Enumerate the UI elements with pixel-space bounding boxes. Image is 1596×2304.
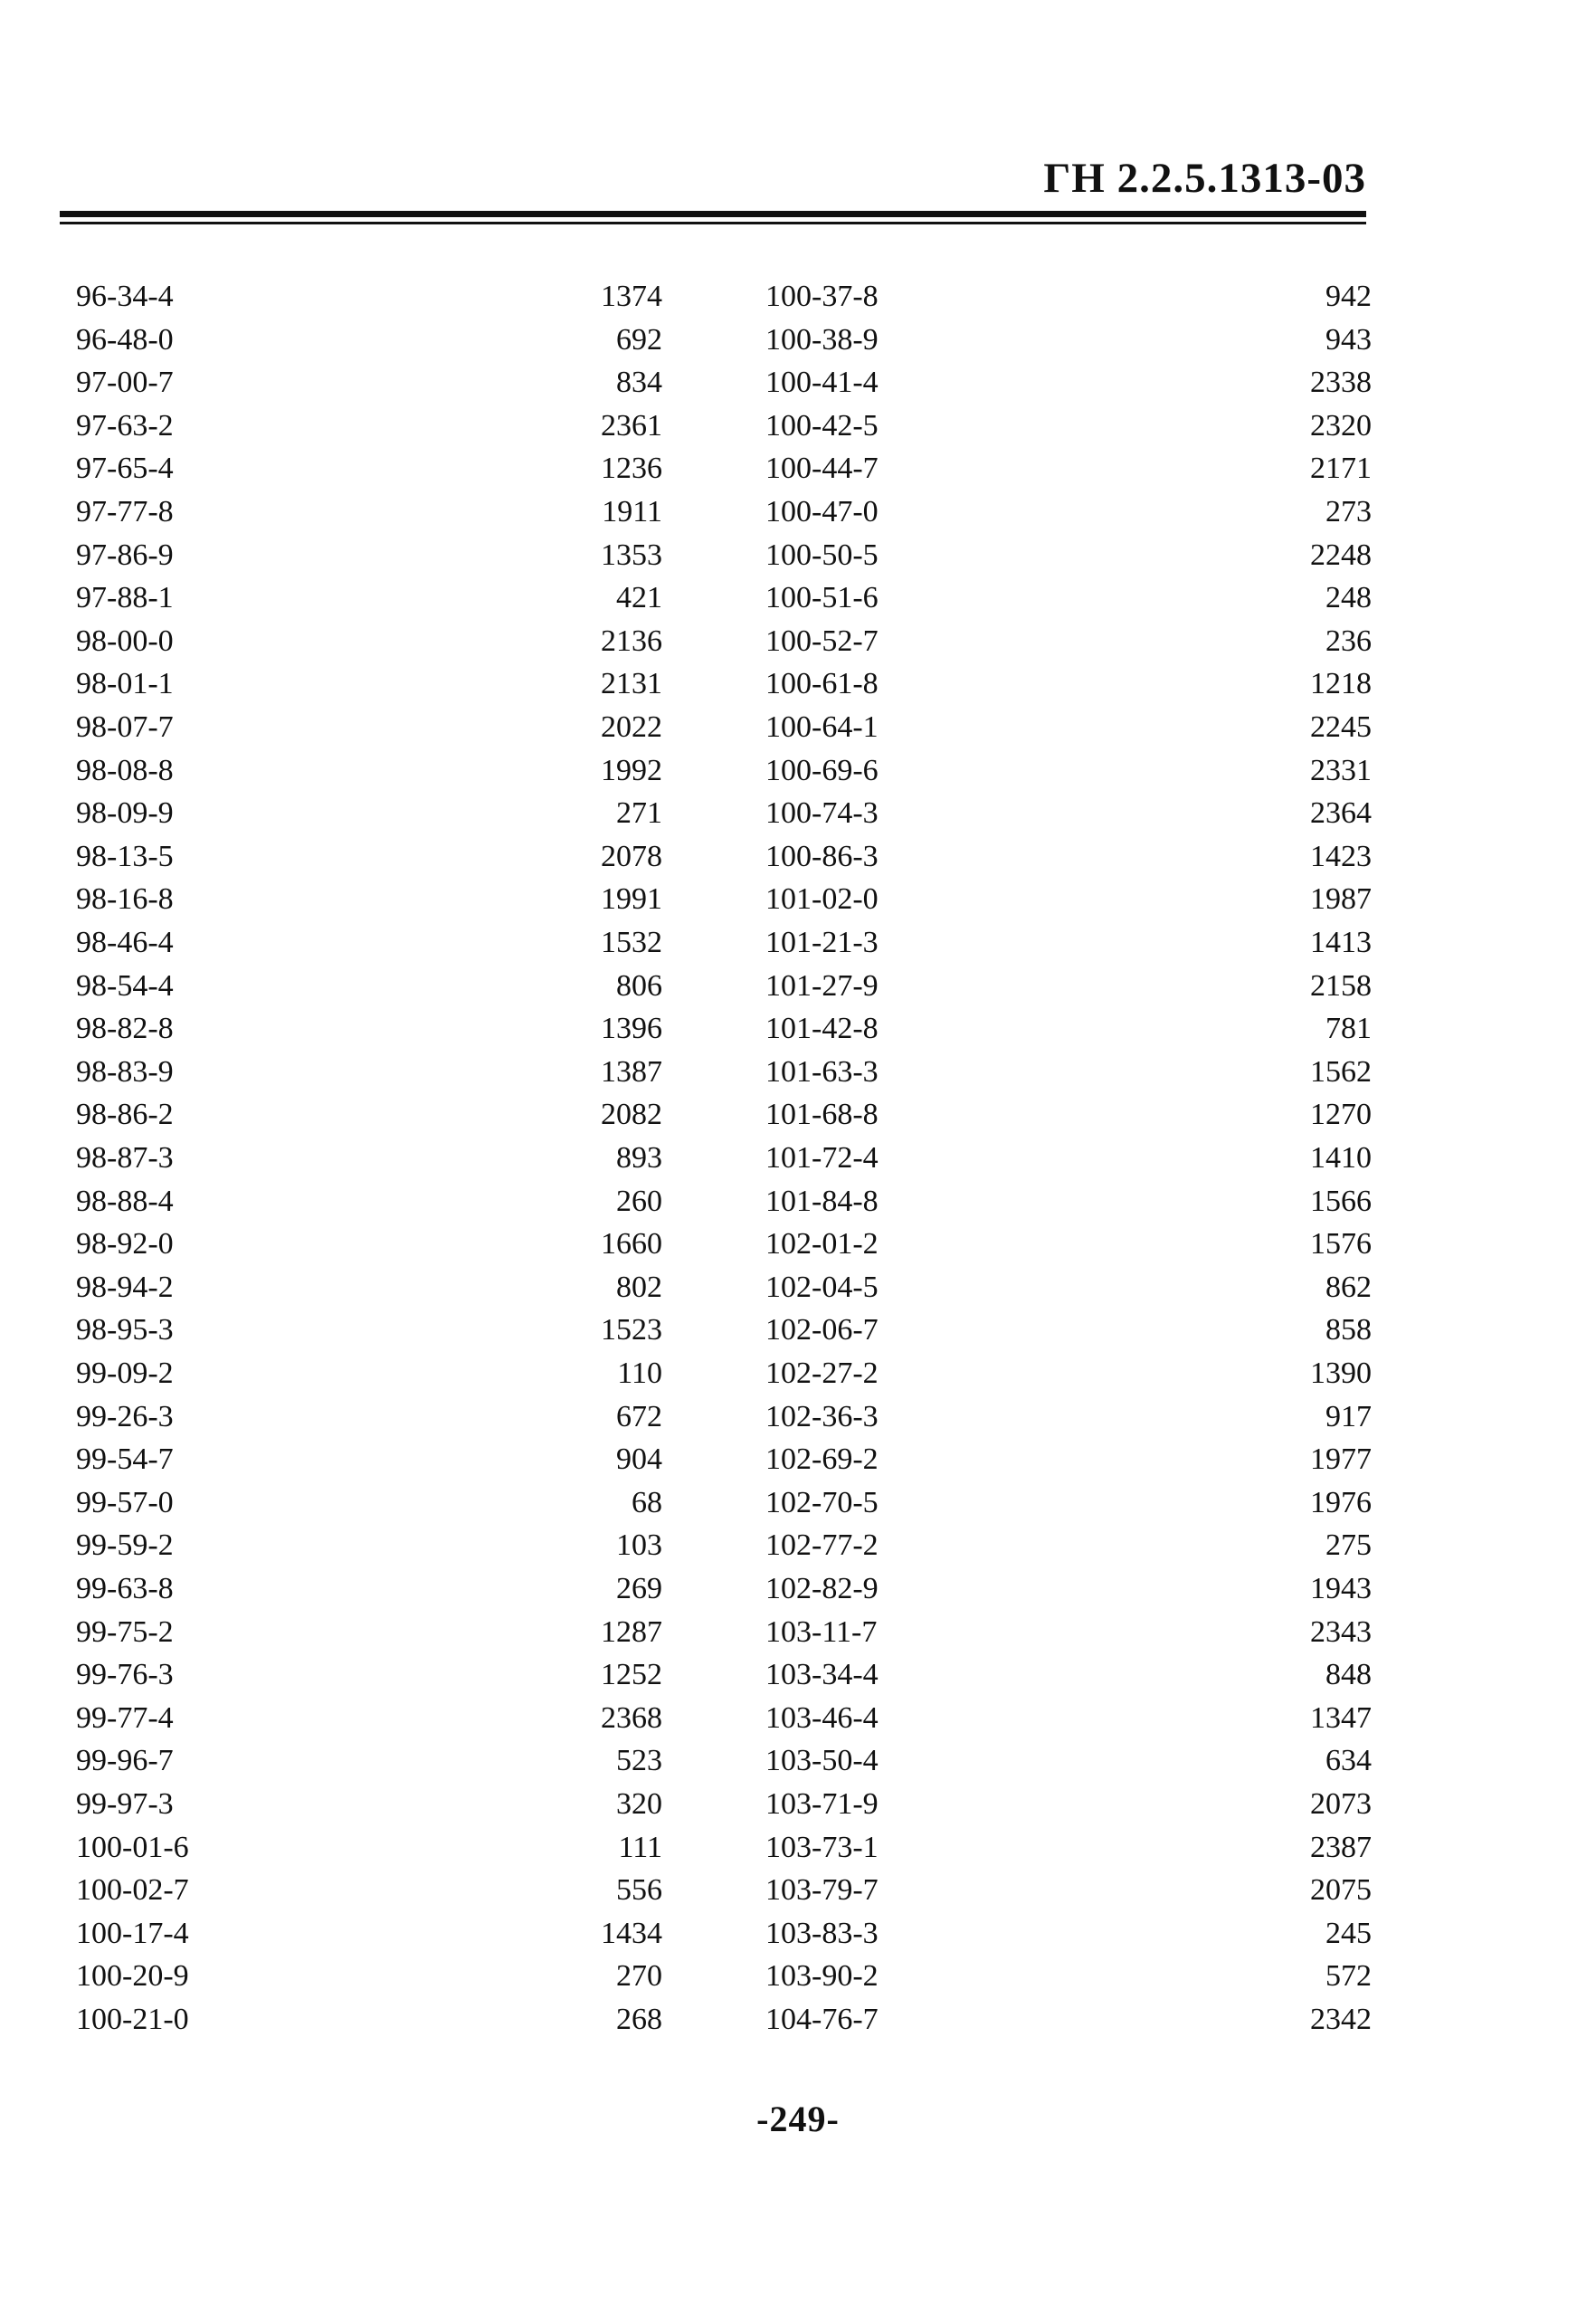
header-rule-thick — [60, 211, 1366, 217]
table-row — [0, 576, 1596, 620]
cas-number-left: 98-16-8 — [76, 882, 174, 917]
table-row — [0, 1137, 1596, 1180]
cas-number-right: 101-27-9 — [765, 968, 879, 1003]
cas-number-left: 99-76-3 — [76, 1658, 174, 1692]
table-row — [0, 1524, 1596, 1567]
table-row — [0, 1007, 1596, 1051]
cas-number-left: 97-86-9 — [76, 538, 174, 572]
table-row — [0, 1611, 1596, 1654]
table-row — [0, 1912, 1596, 1956]
entry-number-right: 2343 — [1310, 1614, 1372, 1649]
entry-number-right: 942 — [1325, 280, 1372, 313]
table-row — [0, 1653, 1596, 1697]
cas-number-left: 100-17-4 — [76, 1916, 189, 1950]
cas-number-right: 101-02-0 — [765, 882, 879, 917]
cas-number-right: 102-04-5 — [765, 1270, 879, 1304]
cas-number-right: 102-01-2 — [765, 1227, 879, 1261]
entry-number-left: 1387 — [601, 1054, 662, 1089]
cas-number-left: 99-57-0 — [76, 1485, 174, 1519]
entry-number-right: 2338 — [1310, 366, 1372, 400]
entry-number-right: 245 — [1325, 1916, 1372, 1950]
cas-number-right: 102-82-9 — [765, 1572, 879, 1605]
entry-number-left: 556 — [616, 1873, 662, 1908]
entry-number-left: 1523 — [601, 1313, 662, 1347]
entry-number-left: 260 — [616, 1184, 662, 1218]
cas-number-left: 98-92-0 — [76, 1227, 174, 1261]
cas-number-right: 100-41-4 — [765, 366, 879, 400]
table-row — [0, 319, 1596, 362]
entry-number-left: 904 — [616, 1442, 662, 1477]
cas-number-right: 103-79-7 — [765, 1873, 879, 1908]
cas-number-right: 103-46-4 — [765, 1700, 879, 1735]
entry-number-right: 2364 — [1310, 796, 1372, 831]
table-row — [0, 1266, 1596, 1309]
entry-number-right: 1576 — [1310, 1227, 1372, 1261]
cas-number-left: 99-09-2 — [76, 1357, 174, 1390]
entry-number-left: 1236 — [601, 452, 662, 486]
table-row — [0, 706, 1596, 749]
table-row — [0, 749, 1596, 793]
cas-number-left: 98-07-7 — [76, 710, 174, 744]
entry-number-left: 1434 — [601, 1916, 662, 1950]
table-row — [0, 447, 1596, 490]
table-row — [0, 1567, 1596, 1611]
table-row — [0, 1826, 1596, 1870]
table-row — [0, 662, 1596, 706]
table-row — [0, 1481, 1596, 1525]
entry-number-left: 672 — [616, 1399, 662, 1433]
entry-number-left: 111 — [618, 1830, 662, 1864]
table-row — [0, 1998, 1596, 2042]
entry-number-right: 1218 — [1310, 667, 1372, 701]
table-row — [0, 490, 1596, 534]
entry-number-right: 1410 — [1310, 1141, 1372, 1175]
cas-number-right: 101-84-8 — [765, 1184, 879, 1218]
entry-number-left: 2082 — [601, 1098, 662, 1132]
entry-number-left: 1911 — [602, 495, 662, 528]
table-row — [0, 1438, 1596, 1481]
table-row — [0, 1739, 1596, 1783]
entry-number-left: 320 — [616, 1787, 662, 1821]
cas-number-right: 100-74-3 — [765, 796, 879, 831]
cas-number-left: 99-59-2 — [76, 1528, 174, 1563]
cas-number-right: 101-63-3 — [765, 1054, 879, 1089]
entry-number-left: 1532 — [601, 926, 662, 959]
entry-number-right: 848 — [1325, 1658, 1372, 1692]
cas-number-left: 98-82-8 — [76, 1012, 174, 1046]
cas-number-right: 101-21-3 — [765, 926, 879, 959]
entry-number-right: 273 — [1325, 495, 1372, 528]
entry-number-right: 2245 — [1310, 710, 1372, 744]
cas-number-left: 98-46-4 — [76, 926, 174, 959]
table-row — [0, 965, 1596, 1008]
table-row — [0, 1093, 1596, 1137]
entry-number-left: 2078 — [601, 839, 662, 873]
entry-number-right: 862 — [1325, 1270, 1372, 1304]
cas-number-right: 100-51-6 — [765, 581, 879, 615]
entry-number-left: 806 — [616, 968, 662, 1003]
entry-number-left: 1374 — [601, 280, 662, 313]
cas-number-right: 100-64-1 — [765, 710, 879, 744]
table-row — [0, 1395, 1596, 1439]
cas-number-right: 102-70-5 — [765, 1485, 879, 1519]
entry-number-left: 2368 — [601, 1700, 662, 1735]
entry-number-left: 523 — [616, 1744, 662, 1778]
entry-number-right: 1987 — [1310, 882, 1372, 917]
cas-number-right: 100-37-8 — [765, 280, 879, 313]
entry-number-right: 1976 — [1310, 1485, 1372, 1519]
entry-number-right: 943 — [1325, 322, 1372, 357]
cas-number-left: 98-83-9 — [76, 1054, 174, 1089]
entry-number-right: 858 — [1325, 1313, 1372, 1347]
entry-number-right: 1423 — [1310, 839, 1372, 873]
cas-number-left: 98-95-3 — [76, 1313, 174, 1347]
cas-number-left: 100-02-7 — [76, 1873, 189, 1908]
cas-number-left: 97-00-7 — [76, 366, 174, 400]
entry-number-left: 269 — [616, 1572, 662, 1605]
cas-number-right: 103-83-3 — [765, 1916, 879, 1950]
entry-number-right: 2387 — [1310, 1830, 1372, 1864]
entry-number-left: 692 — [616, 322, 662, 357]
cas-number-left: 98-94-2 — [76, 1270, 174, 1304]
entry-number-left: 2361 — [601, 408, 662, 443]
cas-number-right: 104-76-7 — [765, 2003, 879, 2036]
cas-number-right: 103-90-2 — [765, 1959, 879, 1994]
entry-number-right: 2331 — [1310, 753, 1372, 787]
entry-number-right: 248 — [1325, 581, 1372, 615]
table-row — [0, 921, 1596, 965]
cas-number-right: 100-38-9 — [765, 322, 879, 357]
entry-number-left: 271 — [616, 796, 662, 831]
cas-number-right: 100-86-3 — [765, 839, 879, 873]
cas-number-left: 99-96-7 — [76, 1744, 174, 1778]
table-row — [0, 1697, 1596, 1740]
cas-number-right: 100-69-6 — [765, 753, 879, 787]
cas-number-right: 103-73-1 — [765, 1830, 879, 1864]
entry-number-right: 2075 — [1310, 1873, 1372, 1908]
entry-number-right: 1413 — [1310, 926, 1372, 959]
cas-number-right: 101-42-8 — [765, 1012, 879, 1046]
table-row — [0, 1869, 1596, 1912]
entry-number-left: 1396 — [601, 1012, 662, 1046]
cas-number-left: 99-26-3 — [76, 1399, 174, 1433]
entry-number-left: 270 — [616, 1959, 662, 1994]
cas-number-left: 99-77-4 — [76, 1700, 174, 1735]
table-row — [0, 1223, 1596, 1266]
entry-number-left: 1287 — [601, 1614, 662, 1649]
cas-number-left: 98-88-4 — [76, 1184, 174, 1218]
cas-number-right: 103-71-9 — [765, 1787, 879, 1821]
entry-number-right: 2342 — [1310, 2003, 1372, 2036]
cas-number-right: 102-69-2 — [765, 1442, 879, 1477]
table-row — [0, 1352, 1596, 1395]
table-row — [0, 878, 1596, 921]
cas-number-left: 100-20-9 — [76, 1959, 189, 1994]
entry-number-right: 275 — [1325, 1528, 1372, 1563]
entry-number-left: 1252 — [601, 1658, 662, 1692]
entry-number-right: 1347 — [1310, 1700, 1372, 1735]
cas-number-left: 97-63-2 — [76, 408, 174, 443]
entry-number-left: 2136 — [601, 624, 662, 658]
cas-number-left: 98-13-5 — [76, 839, 174, 873]
cas-number-right: 103-34-4 — [765, 1658, 879, 1692]
table-row — [0, 275, 1596, 319]
entry-number-left: 1353 — [601, 538, 662, 572]
entry-number-left: 802 — [616, 1270, 662, 1304]
cas-number-right: 102-36-3 — [765, 1399, 879, 1433]
table-row — [0, 1955, 1596, 1998]
entry-number-right: 2158 — [1310, 968, 1372, 1003]
entry-number-left: 68 — [632, 1485, 662, 1519]
entry-number-left: 1991 — [601, 882, 662, 917]
cas-number-right: 100-61-8 — [765, 667, 879, 701]
cas-number-right: 101-68-8 — [765, 1098, 879, 1132]
cas-number-left: 98-09-9 — [76, 796, 174, 831]
entry-number-right: 1977 — [1310, 1442, 1372, 1477]
cas-number-right: 101-72-4 — [765, 1141, 879, 1175]
cas-number-left: 98-54-4 — [76, 968, 174, 1003]
entry-number-left: 2022 — [601, 710, 662, 744]
cas-number-left: 98-86-2 — [76, 1098, 174, 1132]
entry-number-right: 2248 — [1310, 538, 1372, 572]
table-row — [0, 792, 1596, 835]
entry-number-left: 1660 — [601, 1227, 662, 1261]
entry-number-right: 781 — [1325, 1012, 1372, 1046]
entry-number-left: 110 — [617, 1357, 662, 1390]
entry-number-right: 917 — [1325, 1399, 1372, 1433]
entry-number-right: 1390 — [1310, 1357, 1372, 1390]
cas-number-right: 103-11-7 — [765, 1614, 878, 1649]
cas-number-right: 103-50-4 — [765, 1744, 879, 1778]
table-row — [0, 361, 1596, 405]
entry-number-right: 1566 — [1310, 1184, 1372, 1218]
cas-number-left: 99-75-2 — [76, 1614, 174, 1649]
entry-number-right: 2171 — [1310, 452, 1372, 486]
cas-number-left: 98-00-0 — [76, 624, 174, 658]
entry-number-left: 1992 — [601, 753, 662, 787]
entry-number-left: 421 — [616, 581, 662, 615]
entry-number-left: 2131 — [601, 667, 662, 701]
table-row — [0, 1180, 1596, 1223]
cas-number-left: 99-63-8 — [76, 1572, 174, 1605]
cas-number-left: 96-34-4 — [76, 280, 174, 313]
entry-number-left: 268 — [616, 2003, 662, 2036]
entry-number-right: 1943 — [1310, 1572, 1372, 1605]
cas-number-left: 98-08-8 — [76, 753, 174, 787]
cas-number-right: 102-77-2 — [765, 1528, 879, 1563]
table-row — [0, 405, 1596, 448]
cas-number-right: 100-47-0 — [765, 495, 879, 528]
entry-number-left: 103 — [616, 1528, 662, 1563]
cas-number-right: 102-27-2 — [765, 1357, 879, 1390]
document-header-title: ГН 2.2.5.1313-03 — [1043, 155, 1366, 202]
entry-number-right: 2073 — [1310, 1787, 1372, 1821]
cas-number-left: 96-48-0 — [76, 322, 174, 357]
table-row — [0, 835, 1596, 879]
cas-number-right: 100-52-7 — [765, 624, 879, 658]
cas-number-left: 98-01-1 — [76, 667, 174, 701]
cas-number-left: 98-87-3 — [76, 1141, 174, 1175]
cas-number-left: 100-01-6 — [76, 1830, 189, 1864]
cas-number-left: 99-54-7 — [76, 1442, 174, 1477]
entry-number-right: 1270 — [1310, 1098, 1372, 1132]
page-number: -249- — [756, 2099, 840, 2139]
entry-number-right: 572 — [1325, 1959, 1372, 1994]
cas-number-right: 100-42-5 — [765, 408, 879, 443]
cas-number-left: 97-65-4 — [76, 452, 174, 486]
cas-number-left: 99-97-3 — [76, 1787, 174, 1821]
entry-number-right: 634 — [1325, 1744, 1372, 1778]
cas-number-left: 97-88-1 — [76, 581, 174, 615]
cas-number-right: 102-06-7 — [765, 1313, 879, 1347]
entry-number-left: 893 — [616, 1141, 662, 1175]
entry-number-left: 834 — [616, 366, 662, 400]
table-row — [0, 1051, 1596, 1094]
cas-number-left: 97-77-8 — [76, 495, 174, 528]
table-row — [0, 620, 1596, 663]
entry-number-right: 2320 — [1310, 408, 1372, 443]
table-row — [0, 1783, 1596, 1826]
table-row — [0, 1309, 1596, 1352]
entry-number-right: 1562 — [1310, 1054, 1372, 1089]
header-rule-thin — [60, 222, 1366, 224]
table-row — [0, 534, 1596, 577]
cas-number-right: 100-44-7 — [765, 452, 879, 486]
cas-number-right: 100-50-5 — [765, 538, 879, 572]
cas-number-left: 100-21-0 — [76, 2003, 189, 2036]
entry-number-right: 236 — [1325, 624, 1372, 658]
